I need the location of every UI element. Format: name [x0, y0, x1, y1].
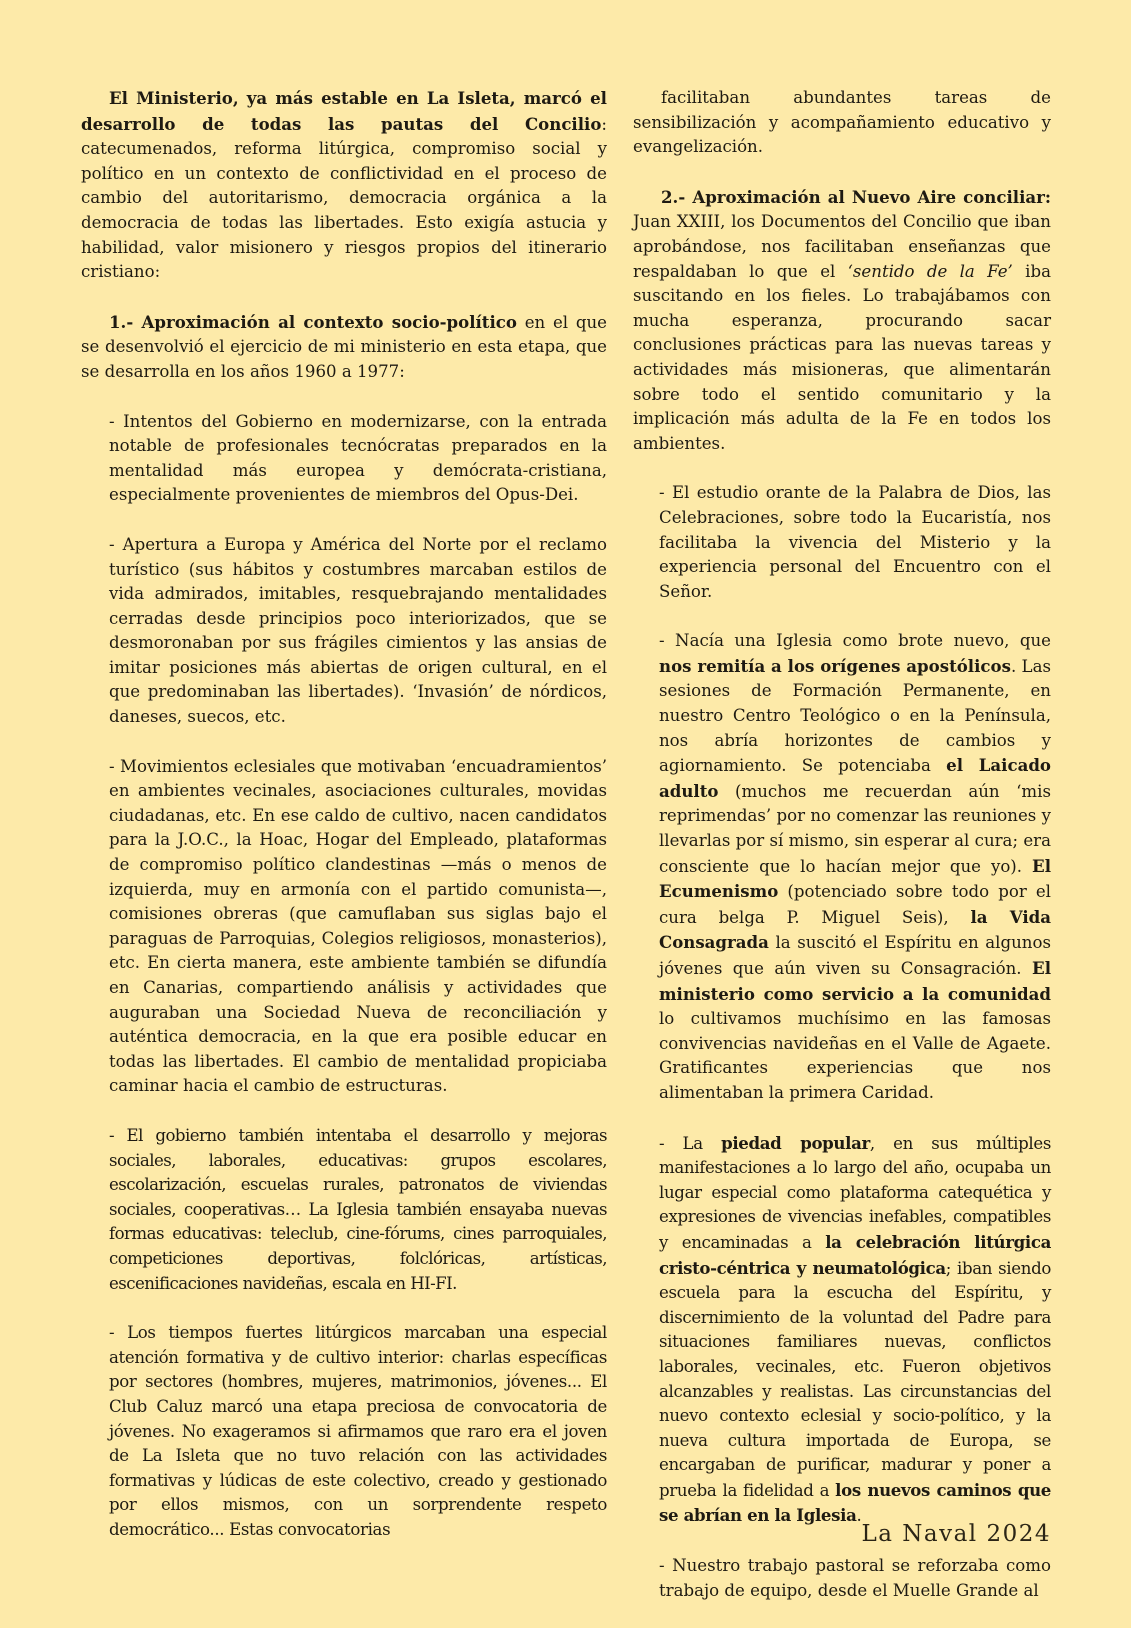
text-run: ; iban siendo escuela para la escucha del Espíritu, y discernimiento de la voluntad del Padre para situaciones familiares nuevas, conflictos laborales, vecinales, etc. Fueron objetivos alcanzables y realistas. Las circunstancias del nuevo contexto eclesial y socio-político, y la nueva cultura importada de Europa, se encargaban de purificar, madurar y poner a prueba la fidelidad a [659, 1258, 1051, 1500]
bullet-social-development [81, 1124, 607, 1296]
text-run: - Los tiempos fuertes litúrgicos marcaban una especial atención formativa y de cultivo interior: charlas específicas por sectores (hombres, mujeres, matrimonios, jóvenes... El Club Caluz marcó una etapa preciosa de convocatoria de jóvenes. No exageramos si afirmamos que raro era el joven de La Isleta que no tuvo relación con las actividades formativas y lúdicas de este colectivo, creado y gestionado por ellos mismos, con un sorprendente respeto democrático... Estas convocatorias [109, 1323, 607, 1539]
text-run: iba suscitando en los fieles. Lo trabajábamos con mucha esperanza, procurando sacar conclusiones prácticas para las nuevas tareas y actividades más misioneras, que alimentarán sobre todo el sentido comunitario y la implicación más adulta de la Fe en todos los ambientes. [633, 261, 1051, 453]
text-run: - El estudio orante de la Palabra de Dios, las Celebraciones, sobre todo la Eucaristía, nos facilitaba la vivencia del Misterio y la experiencia personal del Encuentro con el Señor. [659, 483, 1051, 601]
bold-phrase: los nuevos caminos que se abrían en la Iglesia [659, 1479, 1052, 1526]
bold-phrase: 2.- Aproximación al Nuevo Aire conciliar: [661, 186, 1051, 207]
bold-phrase: el Laicado adulto [659, 755, 1052, 801]
continuation-paragraph [633, 86, 1051, 160]
left-column [81, 86, 607, 1567]
bullet-new-church [633, 629, 1051, 1105]
bullet-ecclesial-movements [81, 755, 607, 1099]
bold-phrase: 1.- Aproximación al contexto socio-político [109, 311, 517, 332]
bullet-word-of-god [633, 481, 1051, 604]
intro-paragraph [81, 86, 607, 285]
bullet-opening-to-europe [81, 533, 607, 730]
text-run: (muchos me recuerdan aún ‘mis reprimendas’ por no comenzar las reuniones y llevarlas por sí mismo, sin esperar al cura; era consciente que lo hacían mejor que yo). [659, 781, 1051, 876]
text-run: - Nacía una Iglesia como brote nuevo, que [659, 631, 1051, 651]
bold-phrase: El Ecumenismo [659, 855, 1051, 902]
bold-phrase: piedad popular [721, 1132, 870, 1153]
bullet-government-modernization [81, 410, 607, 508]
text-run: . Las sesiones de Formación Permanente, en nuestro Centro Teológico o en la Península, nos abría horizontes de cambios y agiornamiento. Se potenciaba [659, 656, 1051, 776]
italic-phrase: ‘sentido de la Fe’ [847, 261, 1013, 281]
bullet-popular-piety [633, 1131, 1051, 1530]
bold-phrase: nos remitía a los orígenes apostólicos [659, 655, 1011, 676]
bold-phrase: El Ministerio, ya más estable en La Isleta, marcó el desarrollo de todas las pautas del Concilio [81, 88, 607, 134]
bullet-team-work [633, 1554, 1051, 1603]
text-run: en el que se desenvolvió el ejercicio de mi ministerio en esta etapa, que se desarrolla en los años 1960 a 1977: [81, 312, 608, 381]
text-run: - El gobierno también intentaba el desarrollo y mejoras sociales, laborales, educativas: grupos escolares, escolarización, escuelas rurales, patronatos de viviendas sociales, cooperativas… La Iglesia también ensayaba nuevas formas educativas: teleclub, cine-fórums, cines parroquiales, competiciones deportivas, folclóricas, artísticas, escenificaciones navideñas, escala en HI-FI. [109, 1125, 607, 1293]
text-run: - Intentos del Gobierno en modernizarse, con la entrada notable de profesionales tecnócratas preparados en la mentalidad más europea y demócrata-cristiana, especialmente provenientes de miembros del Opus-Dei. [109, 411, 607, 505]
text-run: , en sus múltiples manifestaciones a lo largo del año, ocupaba un lugar especial como plataforma catequética y expresiones de vivencias inefables, compatibles y encaminadas a [659, 1133, 1052, 1252]
bold-phrase: la Vida Consagrada [659, 906, 1051, 953]
text-run: lo cultivamos muchísimo en las famosas convivencias navideñas en el Valle de Agaete. Gratificantes experiencias que nos alimentaban la primera Caridad. [659, 1009, 1051, 1102]
text-run: facilitaban abundantes tareas de sensibilización y acompañamiento educativo y evangelización. [633, 88, 1051, 157]
bullet-liturgical-times [81, 1321, 607, 1542]
section-2-paragraph [633, 185, 1051, 457]
text-run: - Apertura a Europa y América del Norte por el reclamo turístico (sus hábitos y costumbres marcaban estilos de vida admirados, imitables, resquebrajando mentalidades cerradas desde principios poco interiorizados, que se desmoronaban por sus frágiles cimientos y las ansias de imitar posiciones más abiertas de origen cultural, en el que predominaban las libertades). ‘Invasión’ de nórdicos, daneses, suecos, etc. [109, 534, 607, 727]
section-1-paragraph [81, 310, 607, 385]
text-run: . [856, 1506, 862, 1526]
text-run: - Nuestro trabajo pastoral se reforzaba como trabajo de equipo, desde el Muelle Grande al [659, 1556, 1051, 1600]
text-run: - La [659, 1133, 722, 1153]
text-run: (potenciado sobre todo por el cura belga P. Miguel Seis), [659, 882, 1051, 927]
bold-phrase: El ministerio como servicio a la comunidad [659, 958, 1051, 1004]
text-run: : catecumenados, reforma litúrgica, compromiso social y político en un contexto de conflictividad en el proceso de cambio del autoritarismo, democracia orgánica a la democracia de todas las libertades. Esto exigía astucia y habilidad, valor misionero y riesgos propios del itinerario cristiano: [81, 114, 607, 282]
text-run: Juan XXIII, los Documentos del Concilio que iban aprobándose, nos facilitaban enseñanzas que respaldaban lo que el [633, 212, 1051, 281]
bold-phrase: la celebración litúrgica cristo-céntrica y neumatológica [659, 1231, 1051, 1278]
page-footer: La Naval 2024 [861, 1521, 1051, 1547]
text-run: - Movimientos eclesiales que motivaban ‘encuadramientos’ en ambientes vecinales, asociaciones culturales, movidas ciudadanas, etc. En ese caldo de cultivo, nacen candidatos para la J.O.C., la Hoac, Hogar del Empleado, plataformas de compromiso político clandestinas —más o menos de izquierda, muy en armonía con el partido comunista—, comisiones obreras (que camuflaban sus siglas bajo el paraguas de Parroquias, Colegios religiosos, monasterios), etc. En cierta manera, este ambiente también se difundía en Canarias, compartiendo análisis y actividades que auguraban una Sociedad Nueva de reconciliación y auténtica democracia, en la que era posible educar en todas las libertades. El cambio de mentalidad propiciaba caminar hacia el cambio de estructuras. [109, 756, 607, 1096]
right-column [633, 86, 1051, 1628]
text-run: la suscitó el Espíritu en algunos jóvenes que aún viven su Consagración. [659, 933, 1051, 978]
